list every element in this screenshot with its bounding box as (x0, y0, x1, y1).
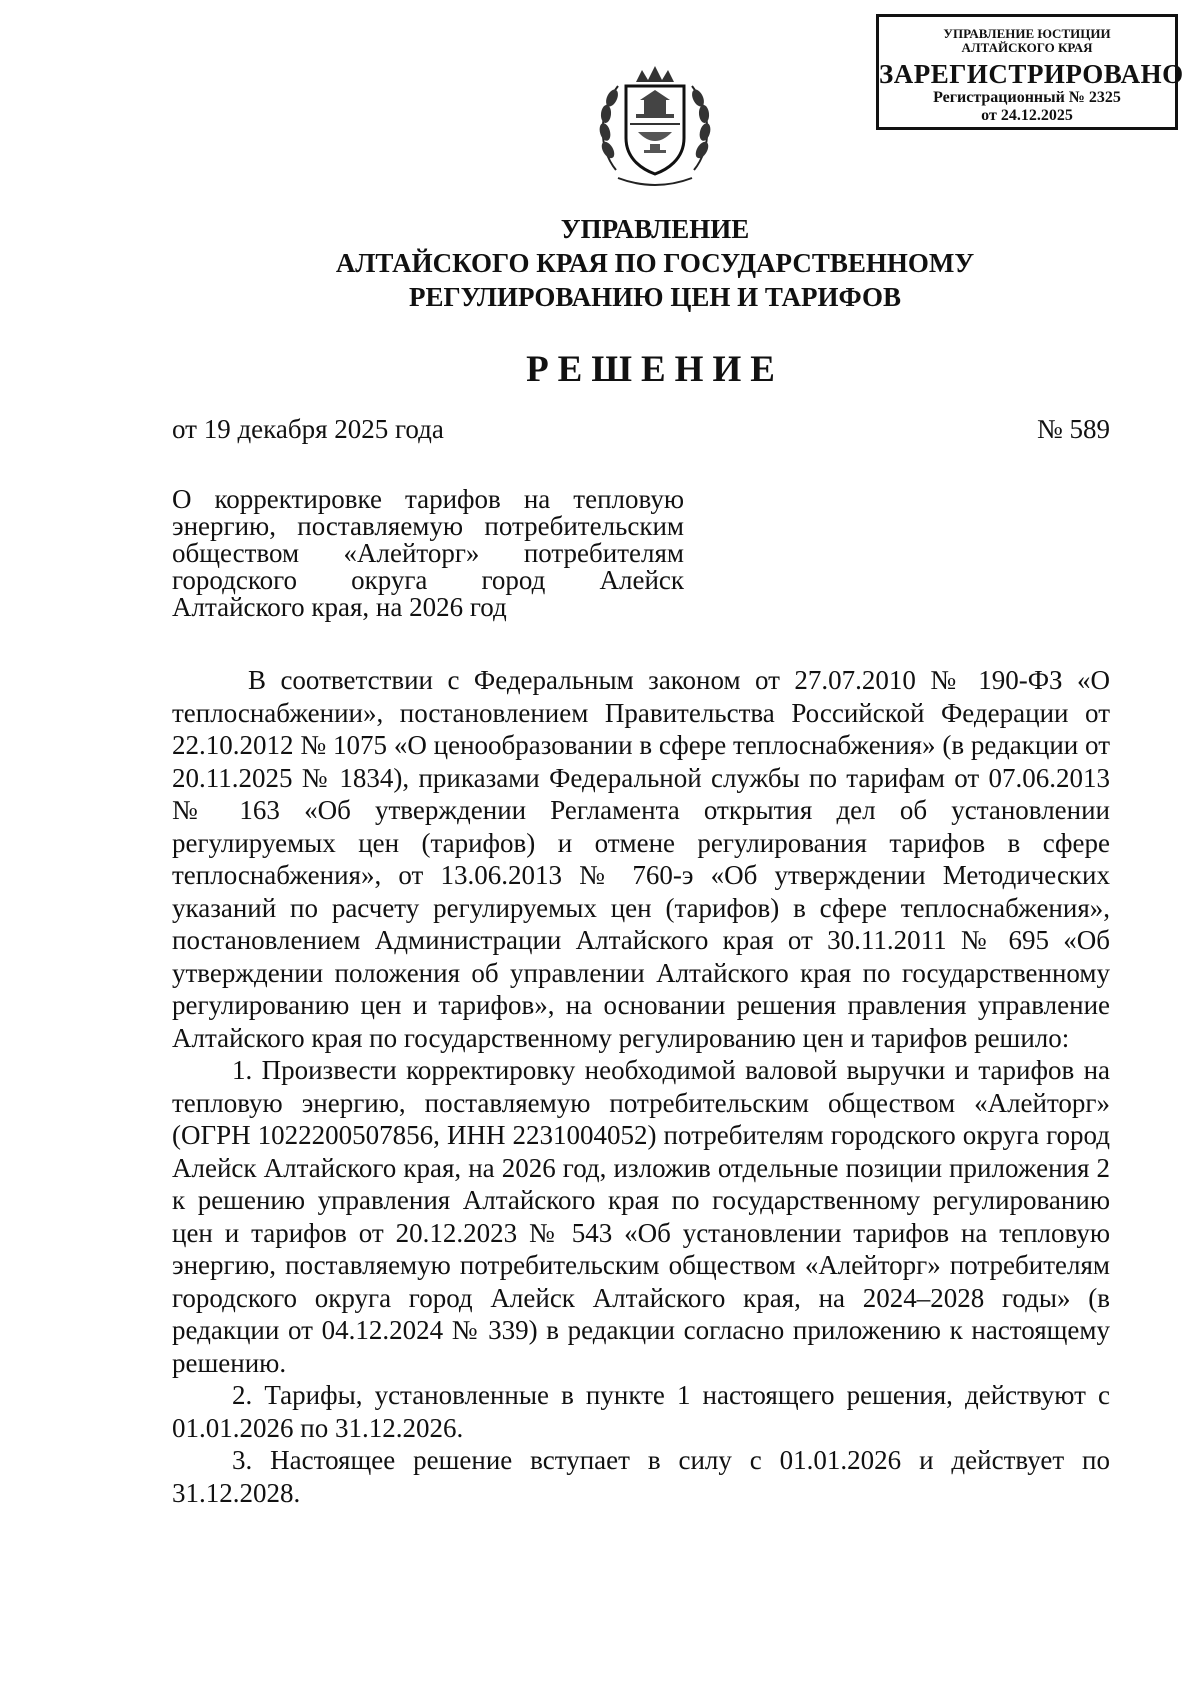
preamble-paragraph: В соответствии с Федеральным законом от 27.07.2010 № 190-ФЗ «О теплоснабжении», постановлением Правительства Российской Федерации от 22.10.2012 № 1075 «О ценообразовании в сфере теплоснабжения» (в редакции от 20.11.2025 № 1834), приказами Федеральной службы по тарифам от 07.06.2013 № 163 «Об утверждении Регламента открытия дел об установлении регулируемых цен (тарифов) и отмене регулирования тарифов в сфере теплоснабжения», от 13.06.2013 № 760-э «Об утверждении Методических указаний по расчету регулируемых цен (тарифов) в сфере теплоснабжения», постановлением Администрации Алтайского края от 30.11.2011 № 695 «Об утверждении положения об управлении Алтайского края по государственному регулированию цен и тарифов», на основании решения правления управление Алтайского края по государственному регулированию цен и тарифов решило: (172, 665, 1110, 1053)
registration-stamp (876, 14, 1184, 130)
stamp-agency (879, 27, 1175, 56)
clause-3: 3. Настоящее решение вступает в силу с 01.01.2026 и действует по 31.12.2028. (172, 1445, 1110, 1508)
document-subject (172, 486, 684, 621)
clause-1: 1. Произвести корректировку необходимой валовой выручки и тарифов на тепловую энергию, поставляемую потребительским обществом «Алейторг» (ОГРН 1022200507856, ИНН 2231004052) потребителям городского округа город Алейск Алтайского края, на 2026 год, изложив отдельные позиции приложения 2 к решению управления Алтайского края по государственному регулированию цен и тарифов от 20.12.2023 № 543 «Об установлении тарифов на тепловую энергию, поставляемую потребительским обществом «Алейторг» потребителям городского округа город Алейск Алтайского края, на 2024–2028 годы» (в редакции от 04.12.2024 № 339) в редакции согласно приложению к настоящему решению. (172, 1055, 1110, 1378)
stamp-reg-number: Регистрационный № 2325 (933, 89, 1121, 107)
document-title: РЕШЕНИЕ (526, 349, 784, 390)
stamp-reg-date: от 24.12.2025 (981, 106, 1073, 124)
agency-header-line1: УПРАВЛЕНИЕ (560, 214, 750, 244)
stamp-status: ЗАРЕГИСТРИРОВАНО (879, 58, 1184, 89)
agency-header-line3: РЕГУЛИРОВАНИЮ ЦЕН И ТАРИФОВ (408, 282, 902, 312)
stamp-agency-line1: УПРАВЛЕНИЕ ЮСТИЦИИ (943, 26, 1111, 41)
subject-line: О корректировке тарифов на тепловую (172, 484, 684, 514)
agency-header-line2: АЛТАЙСКОГО КРАЯ ПО ГОСУДАРСТВЕННОМУ (335, 248, 975, 278)
subject-line: энергию, поставляемую потребительским (172, 511, 684, 541)
subject-line: городского округа город Алейск (172, 565, 684, 595)
agency-header (200, 212, 1110, 314)
coat-of-arms-icon (596, 60, 714, 190)
stamp-agency-line2: АЛТАЙСКОГО КРАЯ (961, 40, 1093, 56)
document-number: № 589 (1036, 414, 1110, 444)
clause-2: 2. Тарифы, установленные в пункте 1 настоящего решения, действуют с 01.01.2026 по 31.12.2026. (172, 1380, 1110, 1443)
subject-line: обществом «Алейторг» потребителям (172, 538, 684, 568)
document-body (172, 664, 1110, 1509)
document-date: от 19 декабря 2025 года (172, 414, 444, 444)
subject-line: Алтайского края, на 2026 год (172, 592, 507, 622)
